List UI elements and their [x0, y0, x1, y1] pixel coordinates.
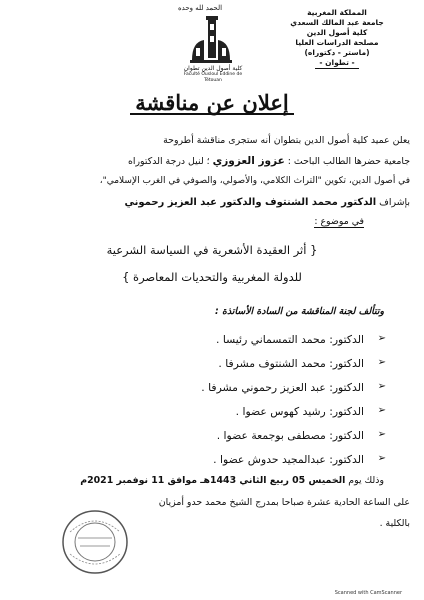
member-row — [134, 405, 386, 418]
arrow-bullet-icon: ➢ — [377, 429, 386, 440]
topic-line-2: للدولة المغربية والتحديات المعاصرة } — [122, 270, 302, 284]
title-text: إعلان عن مناقشة — [135, 90, 289, 115]
university-label: جامعة عبد المالك السعدي — [290, 18, 384, 27]
supervisors-names: الدكتور محمد الشنتوف والدكتور عبد العزيز رحموني — [124, 197, 377, 208]
committee-title: وتتألف لجنة المناقشة من السادة الأساتذة : — [215, 306, 384, 317]
member-title: الدكتور: — [329, 357, 364, 370]
member-row — [134, 381, 386, 394]
member-title: الدكتور: — [329, 333, 364, 346]
member-title: الدكتور: — [329, 453, 364, 466]
intro-line-4 — [14, 197, 410, 208]
official-stamp — [60, 508, 130, 576]
member-title: الدكتور: — [329, 381, 364, 394]
student-name: عزوز العزوزي — [212, 155, 285, 167]
basmala-text: الحمد لله وحده — [178, 4, 223, 12]
member-name: عبد العزيز رحموني مشرفا . — [201, 381, 326, 394]
member-row — [134, 357, 386, 370]
announcement-title — [112, 88, 312, 118]
intro-line-2 — [14, 155, 410, 167]
faculty-label: كلية أصول الدين — [306, 28, 368, 37]
arrow-bullet-icon: ➢ — [377, 333, 386, 344]
arrow-bullet-icon: ➢ — [377, 405, 386, 416]
member-row — [134, 453, 386, 466]
scanner-watermark: Scanned with CamScanner — [334, 590, 402, 596]
logo-caption-ar: كلية أصول الدين تطوان — [183, 65, 243, 72]
kingdom-label: المملكة المغربية — [307, 8, 367, 17]
closing-day-label: وذلك يوم — [348, 475, 384, 486]
intro-line-1: يعلن عميد كلية أصول الدين بتطوان أنه ستجرى مناقشة أطروحة — [163, 135, 410, 146]
member-title: الدكتور: — [329, 429, 364, 442]
arrow-bullet-icon: ➢ — [377, 357, 386, 368]
program-label: (ماستر - دكتوراه) — [304, 48, 370, 57]
topic-line-1: { أثر العقيدة الأشعرية في السياسة الشرعية — [106, 243, 318, 257]
logo-caption — [178, 66, 248, 84]
member-row — [134, 333, 386, 346]
member-name: عبدالمجيد حدوش عضوا . — [213, 453, 326, 466]
city-label: - تطوان - — [315, 58, 358, 69]
intro-line-2-a: جامعية حضرها الطالب الباحث : — [287, 156, 410, 167]
intro-line-5 — [14, 216, 364, 227]
member-title: الدكتور: — [329, 405, 364, 418]
logo-caption-en: Faculté Ousloul Eddine de Tétouan — [183, 72, 243, 83]
supervision-label: بإشراف — [379, 197, 410, 208]
topic-label: في موضوع : — [314, 216, 364, 227]
member-name: محمد الشنتوف مشرفا . — [218, 357, 326, 370]
closing-line-2: على الساعة الحادية عشرة صباحا بمدرج الشيخ محمد حدو أمزيان — [158, 497, 410, 508]
member-name: محمد التمسماني رئيسا . — [216, 333, 326, 346]
member-row — [134, 429, 386, 442]
intro-line-3: في أصول الدين، تكوين "التراث الكلامي، والأصولي، والصوفي في الغرب الإسلامي"، — [99, 176, 410, 186]
intro-line-2-b: ؛ لنيل درجة الدكتوراه — [128, 156, 210, 167]
institution-header — [262, 8, 412, 69]
member-name: رشيد كهوس عضوا . — [235, 405, 326, 418]
closing-line-3: بالكلية . — [379, 518, 410, 529]
department-label: مصلحة الدراسات العليا — [295, 38, 379, 47]
closing-line-1 — [14, 475, 384, 486]
arrow-bullet-icon: ➢ — [377, 381, 386, 392]
member-name: مصطفى بوجمعة عضوا . — [216, 429, 326, 442]
arrow-bullet-icon: ➢ — [377, 453, 386, 464]
defense-date: الخميس 05 ربيع الثاني 1443هـ موافق 11 نوفمبر 2021م — [80, 475, 346, 486]
